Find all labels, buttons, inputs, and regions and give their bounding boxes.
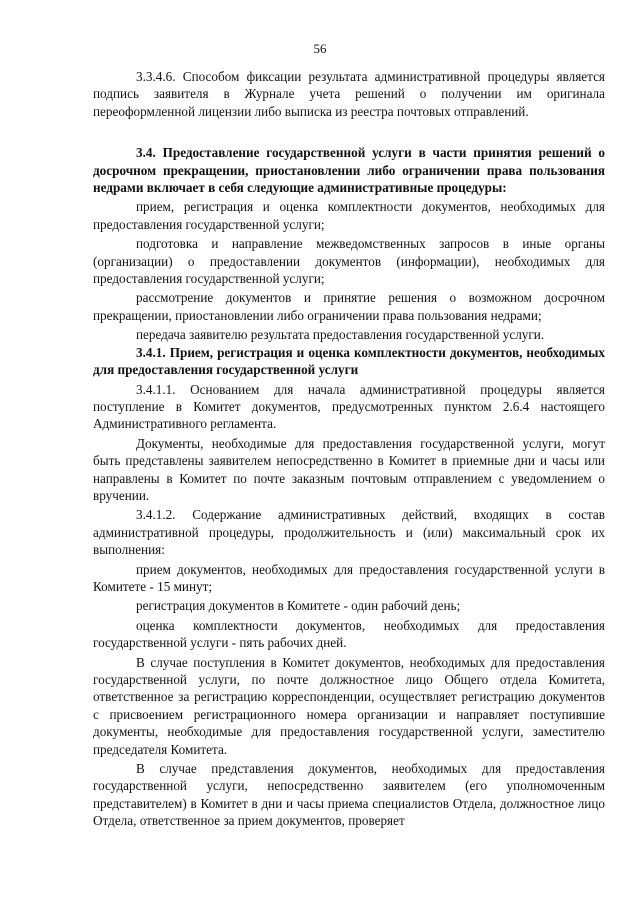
page-number: 56	[313, 41, 327, 56]
document-body	[93, 68, 605, 830]
paragraph-documents-submission: Документы, необходимые для предоставления государственной услуги, могут быть представлены заявителем непосредственно в Комитет в приемные дни и часы или направлены в Комитет по почте заказным почтовым отправлением с уведомлением о вручении.	[93, 435, 605, 503]
list-item-registration-time: регистрация документов в Комитете - один рабочий день;	[136, 598, 461, 614]
list-item-procedure-2: подготовка и направление межведомственных запросов в иные органы (организации) о предоставлении документов (информации), необходимых для предоставления государственной услуги;	[93, 236, 605, 287]
section-heading-3-4: 3.4. Предоставление государственной услуги в части принятия решений о досрочном прекращении, приостановлении либо ограничении права пользования недрами включает в себя следующие административные процедуры:	[93, 145, 605, 196]
list-item-evaluation-time: оценка комплектности документов, необходимых для предоставления государственной услуги - пять рабочих дней.	[93, 617, 605, 651]
list-item-procedure-3: рассмотрение документов и принятие решения о возможном досрочном прекращении, приостановлении либо ограничении права пользования недрами;	[93, 290, 605, 323]
section-heading-3-4-1: 3.4.1. Прием, регистрация и оценка комплектности документов, необходимых для предоставления государственной услуги	[93, 344, 605, 378]
paragraph-3-3-4-6: 3.3.4.6. Способом фиксации результата административной процедуры является подпись заявителя в Журнале учета решений о получении им оригинала переоформленной лицензии либо выписка из реестра почтовых отправлений.	[93, 69, 605, 119]
paragraph-direct-submission: В случае представления документов, необходимых для предоставления государственной услуги, непосредственно заявителем (его уполномоченным представителем) в Комитет в дни и часы приема специалистов Отдела, должностное лицо Отдела, ответственное за прием документов, проверяет	[93, 761, 605, 829]
paragraph-3-4-1-2: 3.4.1.2. Содержание административных действий, входящих в состав административной процедуры, продолжительность и (или) максимальный срок их выполнения:	[93, 507, 605, 558]
list-item-reception-time: прием документов, необходимых для предоставления государственной услуги в Комитете - 15 минут;	[93, 561, 605, 594]
paragraph-3-4-1-1: 3.4.1.1. Основанием для начала административной процедуры является поступление в Комитет документов, предусмотренных пунктом 2.6.4 настоящего Административного регламента.	[93, 381, 605, 432]
list-item-procedure-1: прием, регистрация и оценка комплектности документов, необходимых для предоставления государственной услуги;	[93, 199, 605, 232]
paragraph-postal-receipt: В случае поступления в Комитет документов, необходимых для предоставления государственной услуги, по почте должностное лицо Общего отдела Комитета, ответственное за регистрацию корреспонденции, осуществляет регистрацию документов с присвоением регистрационного номера организации и направляет поступившие документы, необходимые для предоставления государственной услуги, заместителю председателя Комитета.	[93, 654, 605, 757]
list-item-procedure-4: передача заявителю результата предоставления государственной услуги.	[136, 327, 545, 343]
